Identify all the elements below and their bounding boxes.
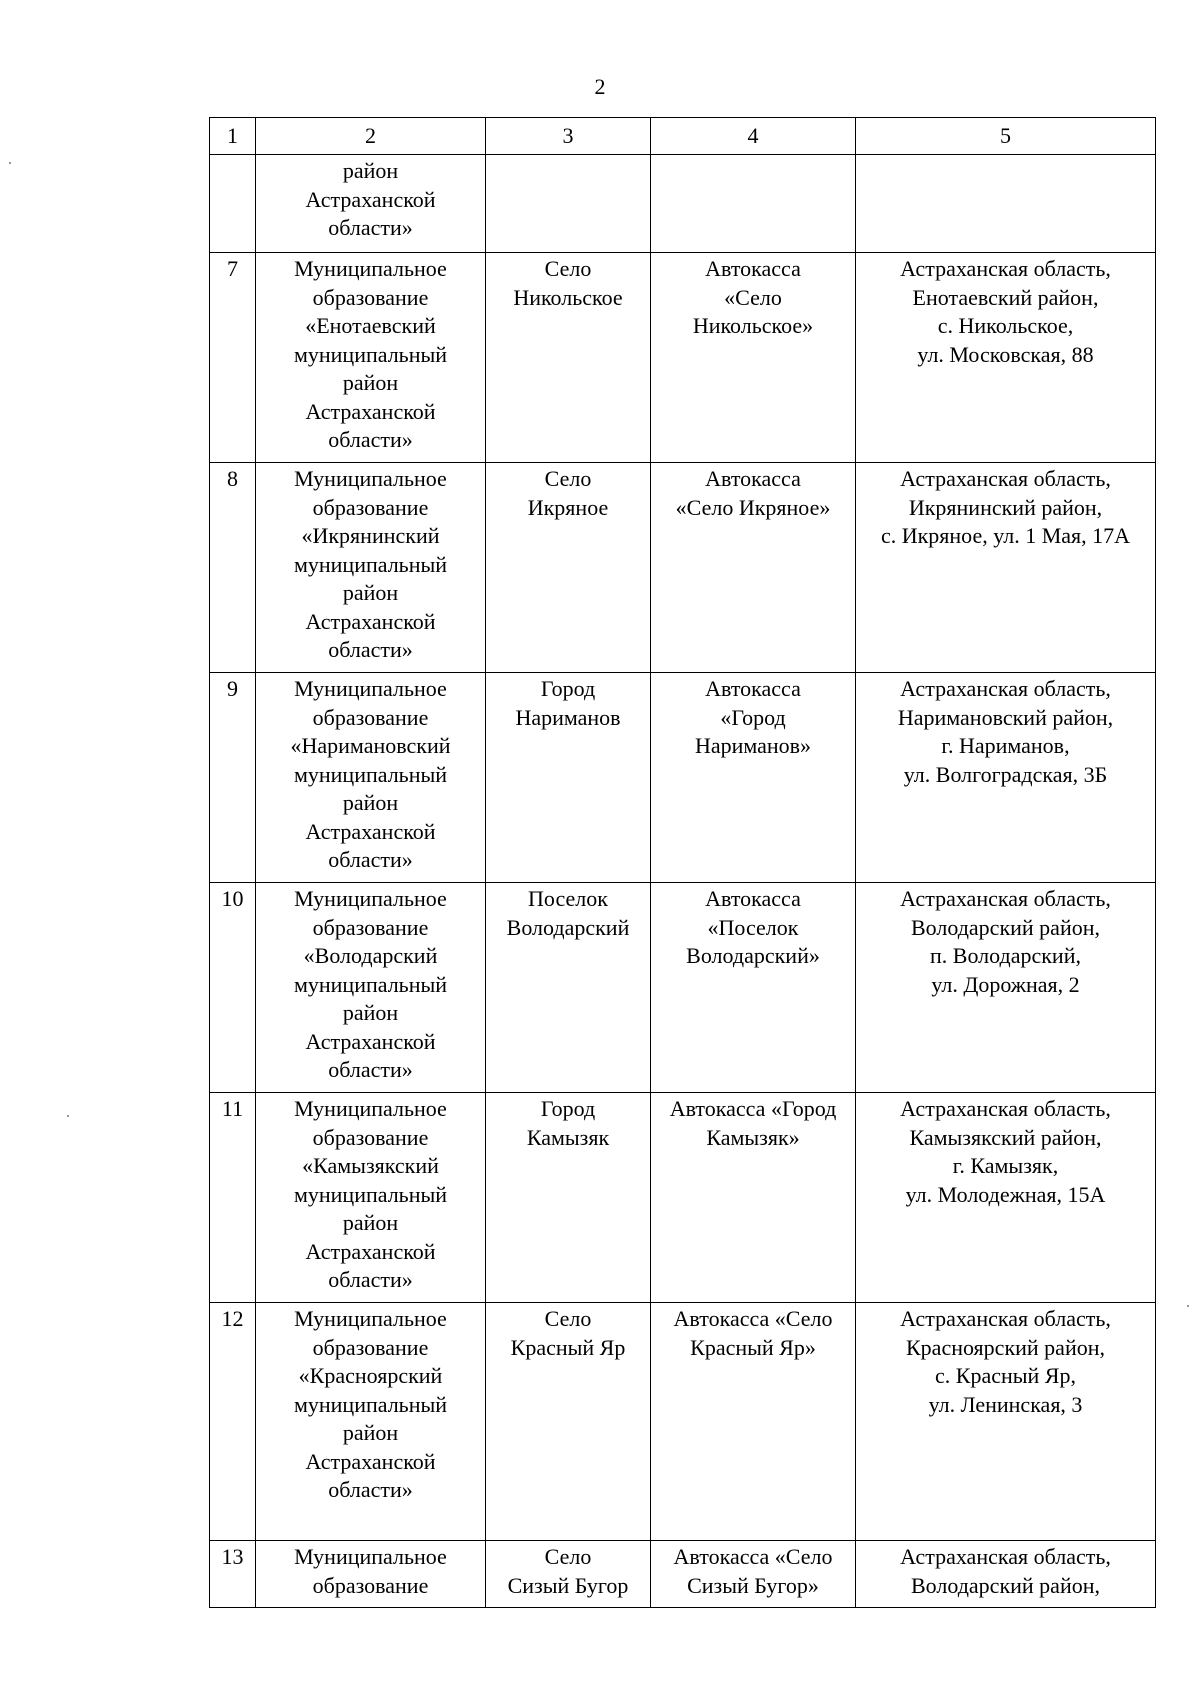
settlement-cell: [486, 253, 651, 463]
cell-line: области»: [328, 1477, 413, 1502]
cell-line: Астраханская область,: [900, 886, 1111, 911]
cell-line: Астраханская область,: [900, 1306, 1111, 1331]
cell-line: Астраханской: [305, 608, 436, 634]
settlement-cell: [486, 883, 651, 1093]
address-cell: [856, 673, 1156, 883]
cell-line: ул. Молодежная, 15А: [905, 1181, 1106, 1207]
settlement-cell: [486, 1093, 651, 1303]
cell-line: район: [342, 370, 399, 395]
cell-line: Муниципальное: [294, 1306, 447, 1331]
registry-table: [209, 117, 1156, 1608]
row-number-cell: 7: [210, 253, 256, 463]
cell-line: Нариманов»: [694, 733, 812, 758]
cell-line: Сизый Бугор»: [687, 1572, 819, 1598]
cell-line: Астраханской: [305, 1238, 436, 1264]
cell-line: Астраханской: [305, 1028, 436, 1054]
cell-line: «Наримановский: [290, 733, 451, 758]
address-cell: [856, 883, 1156, 1093]
row-number-cell: 11: [210, 1093, 256, 1303]
settlement-cell: [486, 1303, 651, 1541]
settlement-cell: [486, 673, 651, 883]
cell-line: муниципальный: [293, 761, 448, 787]
cell-line: «Город: [720, 704, 786, 730]
municipality-cell: [256, 1541, 486, 1608]
municipality-cell: [256, 253, 486, 463]
row-number-cell: 13: [210, 1541, 256, 1608]
cell-line: Муниципальное: [294, 256, 447, 281]
header-cell-5: 5: [856, 118, 1156, 155]
municipality-cell: [256, 463, 486, 673]
cell-line: Нариманов: [515, 704, 621, 730]
cell-line: Володарский район,: [911, 914, 1100, 940]
cell-line: образование: [312, 494, 429, 520]
cell-line: области»: [328, 427, 413, 452]
table-row: [210, 253, 1156, 463]
header-row: [210, 118, 1156, 155]
settlement-cell: [486, 1541, 651, 1608]
cell-line: Енотаевский район,: [912, 284, 1099, 310]
cell-line: Камызякский район,: [909, 1124, 1102, 1150]
cell-line: п. Володарский,: [930, 943, 1081, 968]
header-cell-2: 2: [256, 118, 486, 155]
cell-line: Село: [544, 256, 592, 281]
cell-line: район: [342, 790, 399, 815]
cell-line: «Икрянинский: [301, 523, 440, 548]
cell-line: Муниципальное: [294, 1544, 447, 1569]
cell-line: Автокасса «Город: [669, 1096, 837, 1121]
cell-line: Камызяк»: [706, 1124, 800, 1150]
cell-line: муниципальный: [293, 341, 448, 367]
cell-line: Красноярский район,: [906, 1334, 1105, 1360]
cell-line: Астраханская область,: [900, 1544, 1111, 1569]
header-cell-3: 3: [486, 118, 651, 155]
ticket-office-cell: [651, 1303, 856, 1541]
ticket-office-cell: [651, 673, 856, 883]
cell-line: Икрянинский район,: [908, 494, 1103, 520]
cell-line: «Село: [724, 284, 782, 310]
cell-line: области»: [328, 1057, 413, 1082]
cell-line: образование: [312, 284, 429, 310]
cell-line: области»: [328, 847, 413, 872]
settlement-cell: [486, 155, 651, 253]
municipality-cell: [256, 155, 486, 253]
cell-line: ул. Волгоградская, 3Б: [903, 761, 1108, 787]
cell-line: области»: [328, 1267, 413, 1292]
cell-line: г. Камызяк,: [952, 1153, 1059, 1178]
settlement-cell: [486, 463, 651, 673]
cell-line: «Камызякский: [302, 1153, 439, 1178]
cell-line: образование: [312, 1572, 429, 1598]
cell-line: муниципальный: [293, 551, 448, 577]
scan-speck: [9, 162, 11, 164]
cell-line: Астраханской: [305, 818, 436, 844]
cell-line: Володарский: [506, 914, 630, 940]
address-cell: [856, 1303, 1156, 1541]
cell-line: Камызяк: [526, 1124, 610, 1150]
cell-line: Село: [544, 1544, 592, 1569]
cell-line: Астраханская область,: [900, 256, 1111, 281]
cell-line: ул. Ленинская, 3: [928, 1391, 1083, 1417]
table-row: [210, 1303, 1156, 1541]
cell-line: Никольское»: [692, 313, 814, 338]
cell-line: Город: [540, 1096, 596, 1121]
address-cell: [856, 463, 1156, 673]
municipality-cell: [256, 1093, 486, 1303]
cell-line: области»: [328, 215, 413, 240]
cell-line: г. Нариманов,: [941, 733, 1070, 758]
header-cell-1: 1: [210, 118, 256, 155]
cell-line: Автокасса: [705, 256, 801, 281]
cell-line: с. Никольское,: [937, 313, 1074, 338]
cell-line: Икряное: [527, 494, 609, 520]
cell-line: Астраханской: [305, 1448, 436, 1474]
table-row: [210, 463, 1156, 673]
cell-line: «Володарский: [303, 943, 438, 968]
page-number: 2: [594, 74, 606, 99]
cell-line: Село: [544, 466, 592, 491]
cell-line: Автокасса «Село: [673, 1544, 833, 1569]
cell-line: Автокасса «Село: [673, 1306, 833, 1331]
cell-line: Автокасса: [705, 886, 801, 911]
cell-line: Муниципальное: [294, 466, 447, 491]
cell-line: образование: [312, 1124, 429, 1150]
cell-line: район: [342, 1420, 399, 1445]
cell-line: Город: [540, 676, 596, 701]
table-row: [210, 155, 1156, 253]
cell-line: «Енотаевский: [305, 313, 436, 338]
cell-line: Муниципальное: [294, 886, 447, 911]
municipality-cell: [256, 1303, 486, 1541]
cell-line: муниципальный: [293, 1181, 448, 1207]
table-row: [210, 1093, 1156, 1303]
cell-line: ул. Московская, 88: [917, 341, 1094, 367]
ticket-office-cell: [651, 883, 856, 1093]
cell-line: район: [342, 1000, 399, 1025]
cell-line: Никольское: [513, 284, 623, 310]
cell-line: Наримановский район,: [897, 704, 1114, 730]
table-row: [210, 1541, 1156, 1608]
row-number-cell: 10: [210, 883, 256, 1093]
cell-line: Астраханская область,: [900, 676, 1111, 701]
cell-line: Сизый Бугор: [507, 1572, 629, 1598]
ticket-office-cell: [651, 1541, 856, 1608]
cell-line: Астраханская область,: [900, 466, 1111, 491]
cell-line: «Село Икряное»: [675, 494, 831, 520]
cell-line: Автокасса: [705, 676, 801, 701]
cell-line: области»: [328, 637, 413, 662]
ticket-office-cell: [651, 463, 856, 673]
cell-line: с. Икряное, ул. 1 Мая, 17А: [880, 523, 1131, 548]
cell-line: Муниципальное: [294, 1096, 447, 1121]
table-row: [210, 883, 1156, 1093]
header-cell-4: 4: [651, 118, 856, 155]
scan-speck: [1187, 1305, 1189, 1307]
cell-line: Володарский район,: [911, 1572, 1100, 1598]
row-number-cell: 9: [210, 673, 256, 883]
cell-line: Астраханской: [305, 186, 436, 212]
ticket-office-cell: [651, 155, 856, 253]
cell-line: Астраханской: [305, 398, 436, 424]
cell-line: район: [342, 580, 399, 605]
cell-line: с. Красный Яр,: [935, 1363, 1076, 1388]
row-number-cell: 8: [210, 463, 256, 673]
cell-line: муниципальный: [293, 1391, 448, 1417]
cell-line: муниципальный: [293, 971, 448, 997]
cell-line: «Красноярский: [298, 1363, 443, 1388]
cell-line: Астраханская область,: [900, 1096, 1111, 1121]
ticket-office-cell: [651, 1093, 856, 1303]
cell-line: Автокасса: [705, 466, 801, 491]
cell-line: район: [342, 1210, 399, 1235]
cell-line: Поселок: [528, 886, 608, 911]
cell-line: район: [342, 158, 399, 183]
table-body: [210, 155, 1156, 1608]
cell-line: образование: [312, 914, 429, 940]
cell-line: Муниципальное: [294, 676, 447, 701]
cell-line: Село: [544, 1306, 592, 1331]
cell-line: Красный Яр»: [690, 1334, 816, 1360]
cell-line: ул. Дорожная, 2: [931, 971, 1080, 997]
address-cell: [856, 1093, 1156, 1303]
row-number-cell: [210, 155, 256, 253]
scan-speck: [67, 1115, 69, 1117]
address-cell: [856, 1541, 1156, 1608]
cell-line: образование: [312, 1334, 429, 1360]
municipality-cell: [256, 673, 486, 883]
table-row: [210, 673, 1156, 883]
cell-line: Красный Яр: [510, 1334, 626, 1360]
cell-line: образование: [312, 704, 429, 730]
address-cell: [856, 253, 1156, 463]
municipality-cell: [256, 883, 486, 1093]
row-number-cell: 12: [210, 1303, 256, 1541]
cell-line: «Поселок: [707, 914, 799, 940]
ticket-office-cell: [651, 253, 856, 463]
cell-line: Володарский»: [686, 943, 820, 968]
address-cell: [856, 155, 1156, 253]
